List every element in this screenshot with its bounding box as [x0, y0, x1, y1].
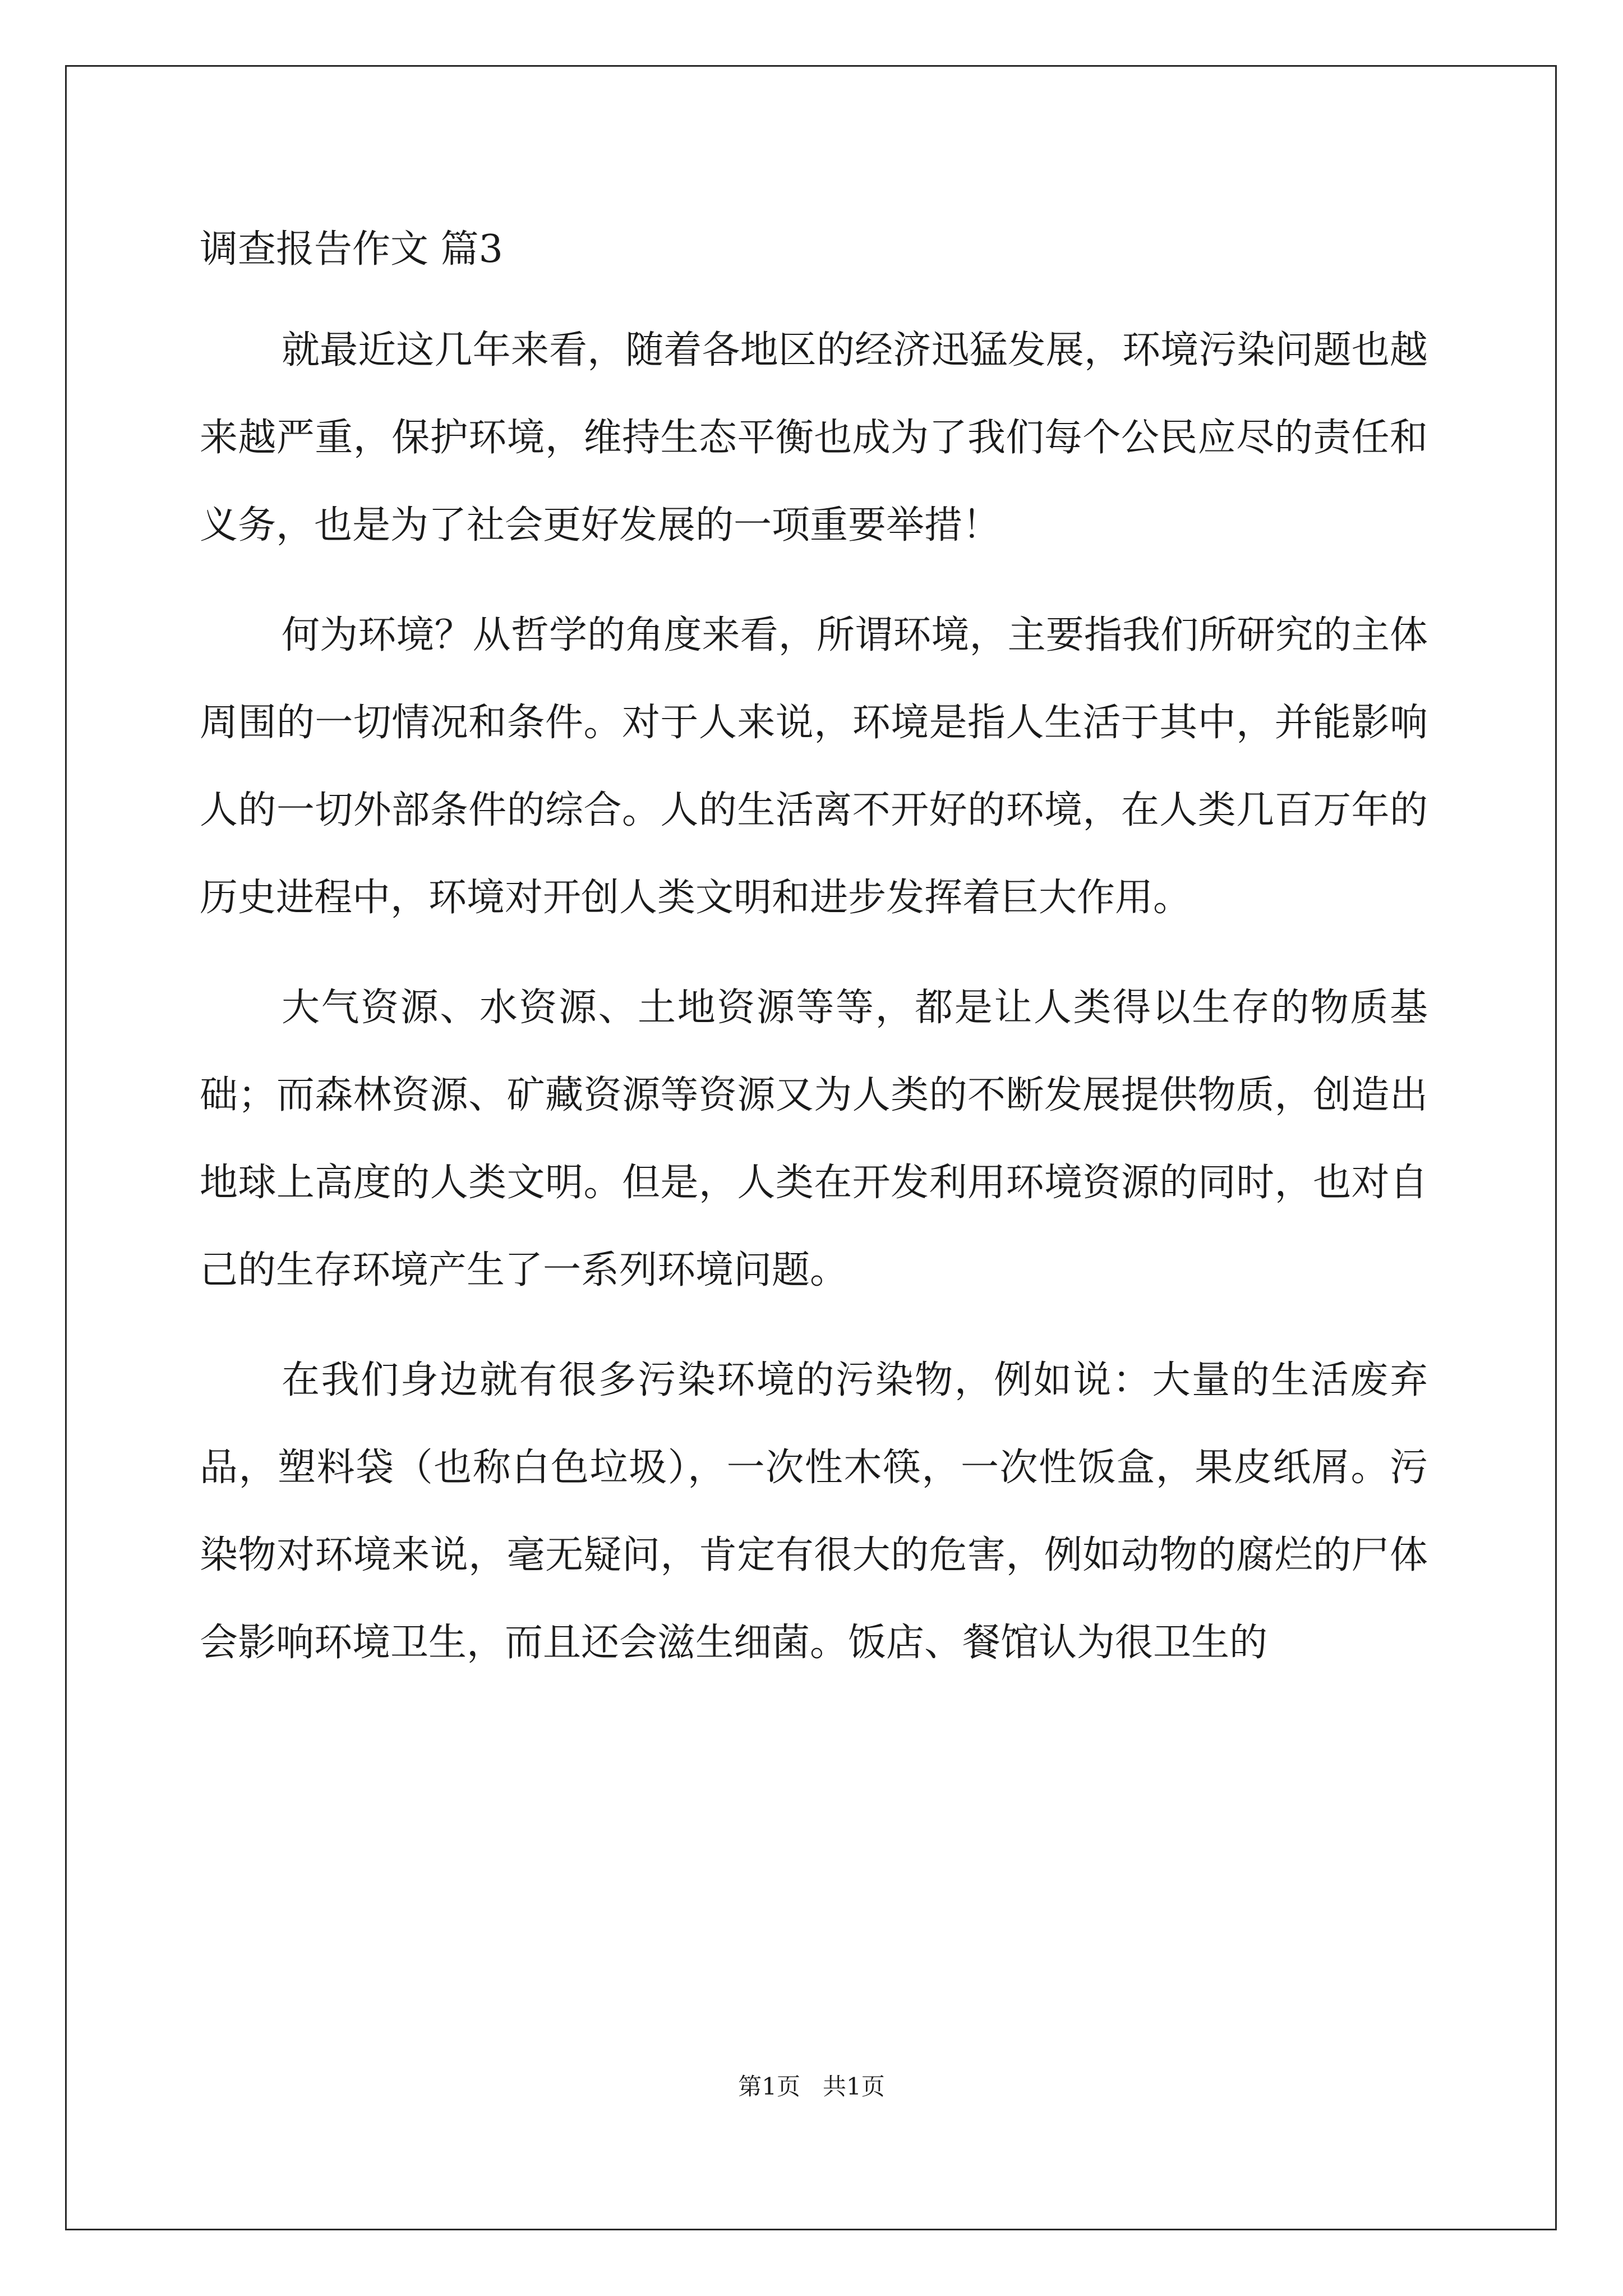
paragraph-1: 就最近这几年来看，随着各地区的经济迅猛发展，环境污染问题也越来越严重，保护环境，维持生态平衡也成为了我们每个公民应尽的责任和义务，也是为了社会更好发展的一项重要举措！ [200, 328, 1428, 547]
document-body [200, 216, 1428, 1709]
document-title: 调查报告作文 篇3 [200, 227, 503, 272]
paragraph-3: 大气资源、水资源、土地资源等等，都是让人类得以生存的物质基础；而森林资源、矿藏资源等资源又为人类的不断发展提供物质，创造出地球上高度的人类文明。但是，人类在开发利用环境资源的同时，也对自己的生存环境产生了一系列环境问题。 [200, 986, 1428, 1292]
page-number-footer: 第1页 共1页 [738, 2073, 885, 2100]
paragraph-4: 在我们身边就有很多污染环境的污染物，例如说：大量的生活废弃品，塑料袋（也称白色垃圾），一次性木筷，一次性饭盒，果皮纸屑。污染物对环境来说，毫无疑问，肯定有很大的危害，例如动物的腐烂的尸体会影响环境卫生，而且还会滋生细菌。饭店、餐馆认为很卫生的 [200, 1358, 1428, 1665]
paragraph-2: 何为环境？从哲学的角度来看，所谓环境，主要指我们所研究的主体周围的一切情况和条件。对于人来说，环境是指人生活于其中，并能影响人的一切外部条件的综合。人的生活离不开好的环境，在人类几百万年的历史进程中，环境对开创人类文明和进步发挥着巨大作用。 [200, 613, 1428, 920]
